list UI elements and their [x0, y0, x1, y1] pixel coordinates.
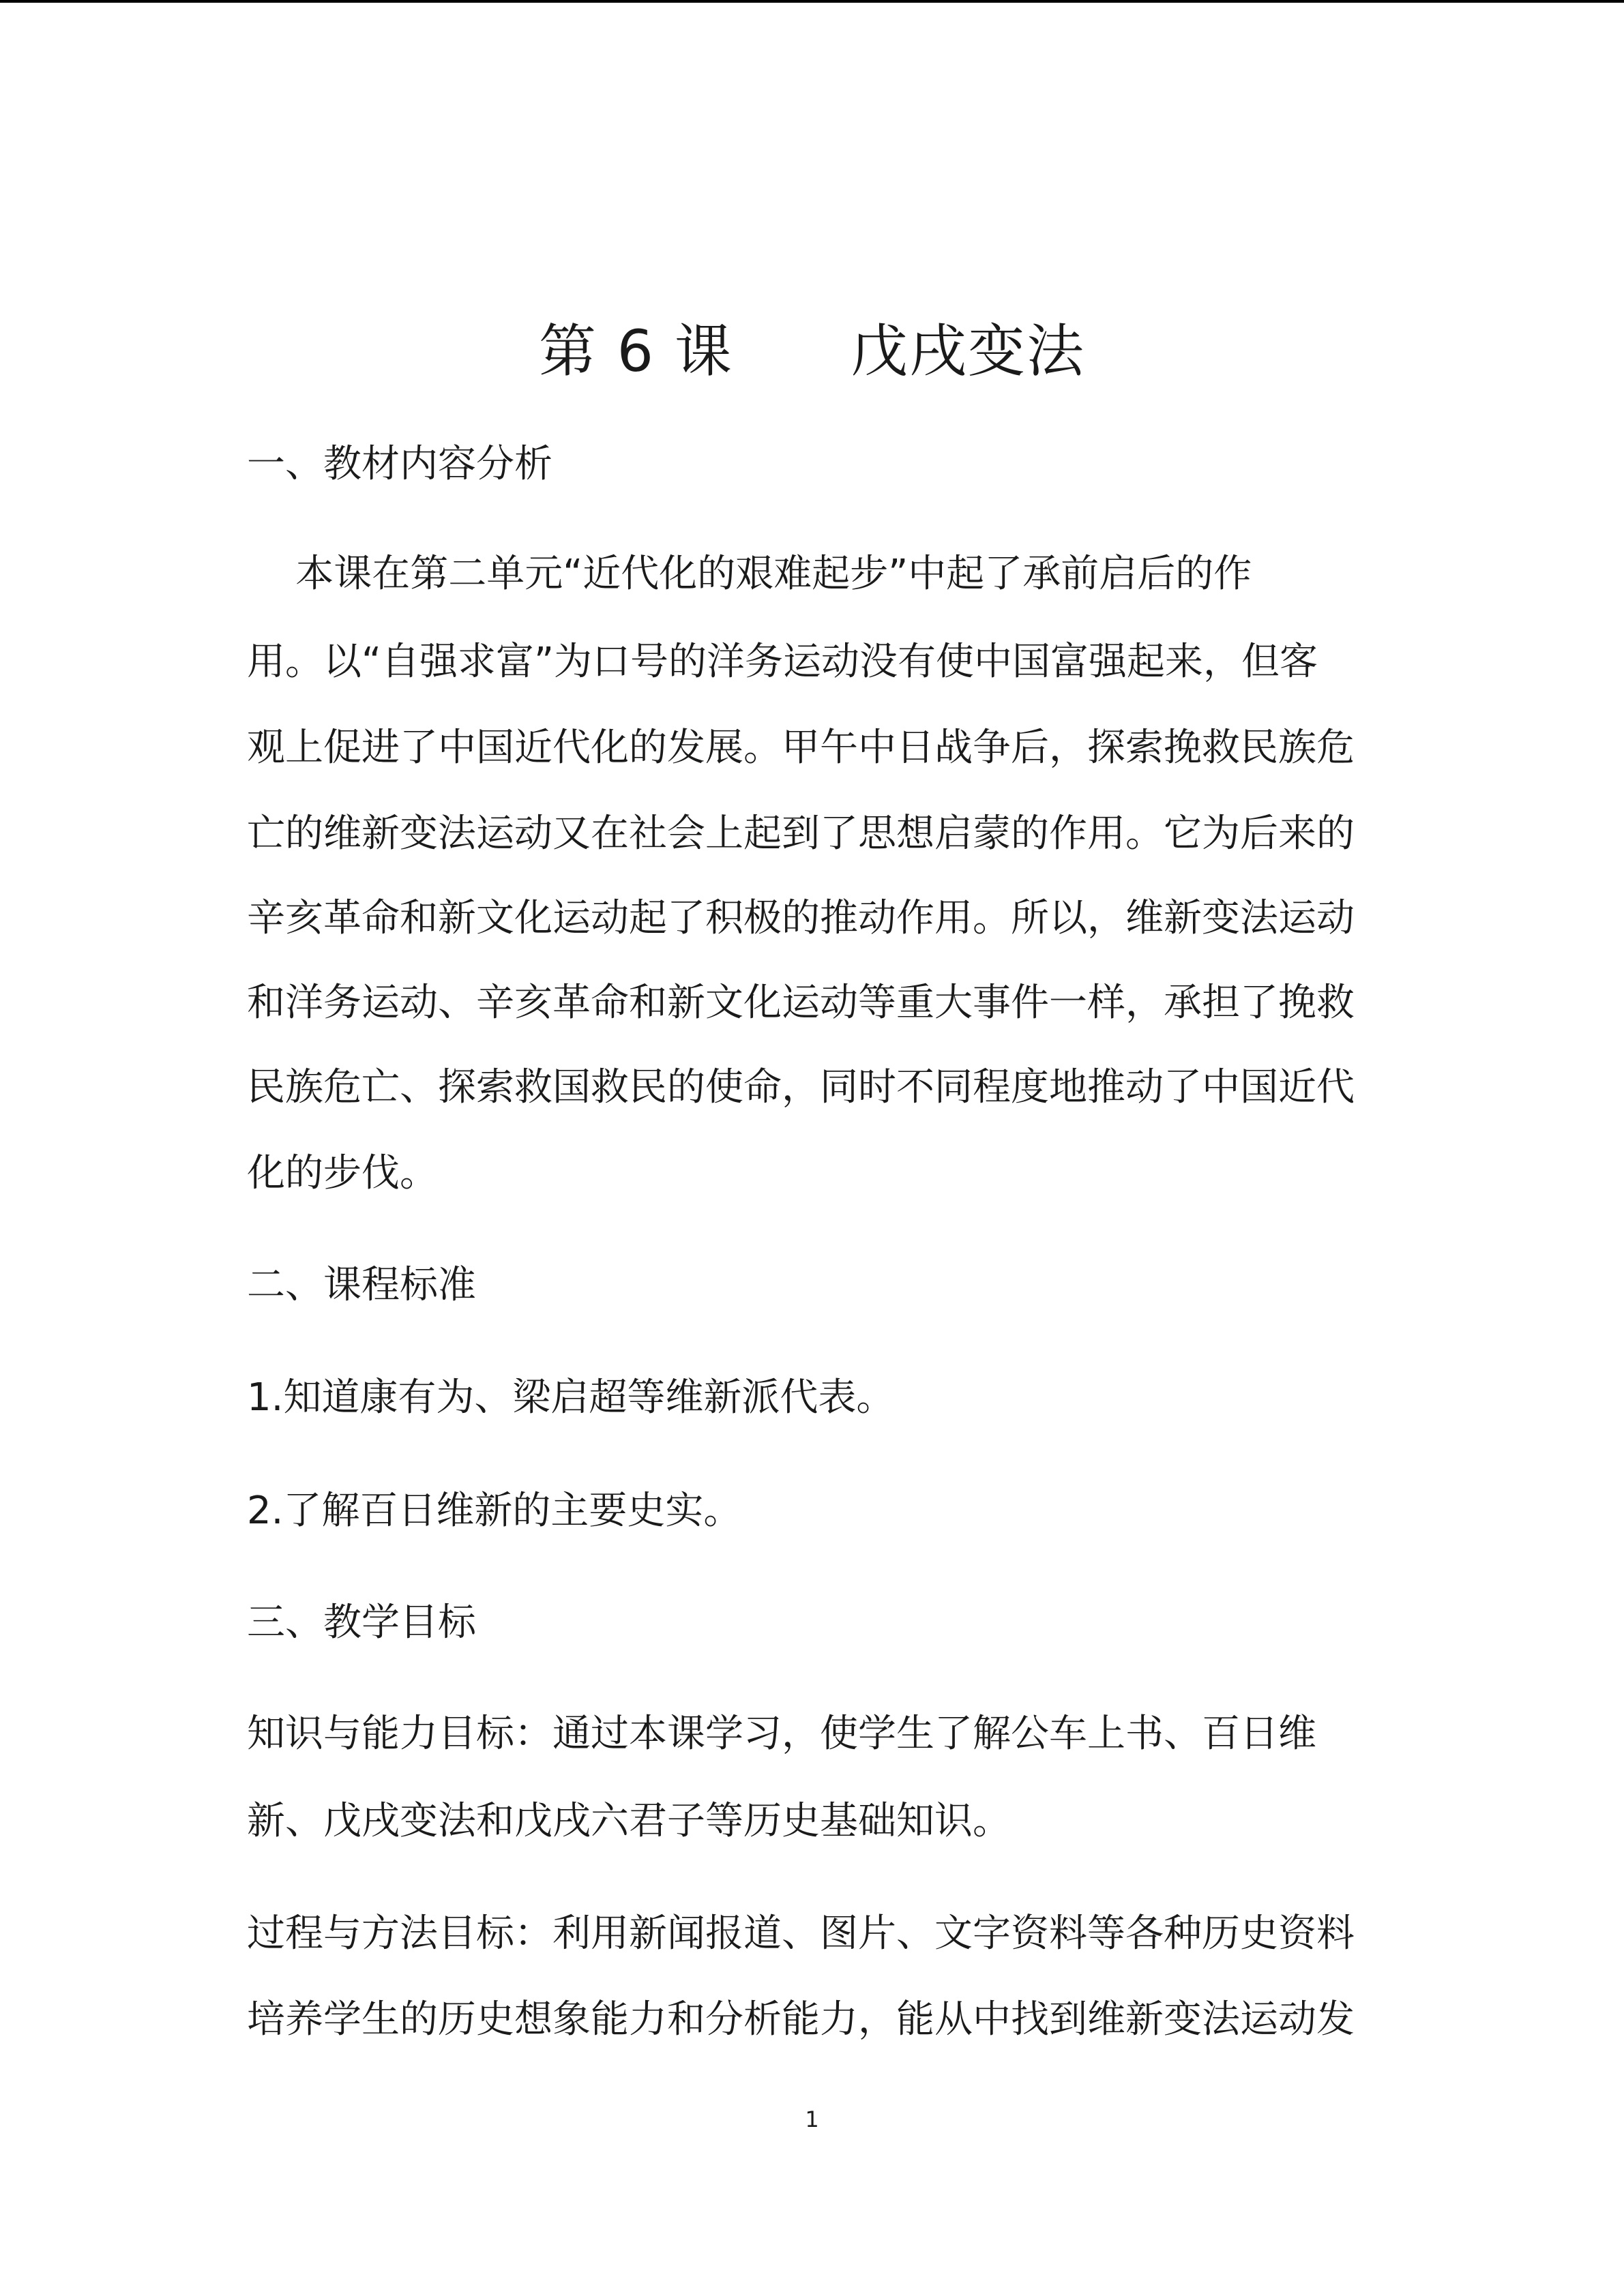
- paragraph-line: 观上促进了中国近代化的发展。甲午中日战争后，探索挽救民族危: [247, 726, 1355, 770]
- section-heading-analysis: 一、教材内容分析: [247, 442, 552, 486]
- list-item: 2.了解百日维新的主要史实。: [247, 1489, 742, 1533]
- page-title: 第 6 课 戊戌变法: [538, 318, 1086, 385]
- goal-process-line: 培养学生的历史想象能力和分析能力，能从中找到维新变法运动发: [247, 1997, 1355, 2042]
- goal-knowledge-line: 知识与能力目标：通过本课学习，使学生了解公车上书、百日维: [247, 1712, 1316, 1756]
- goal-process-line: 过程与方法目标：利用新闻报道、图片、文字资料等各种历史资料: [247, 1911, 1355, 1956]
- section-heading-teaching-goals: 三、教学目标: [247, 1600, 476, 1645]
- paragraph-line: 和洋务运动、辛亥革命和新文化运动等重大事件一样，承担了挽救: [247, 981, 1355, 1025]
- paragraph-line: 本课在第二单元“近代化的艰难起步”中起了承前启后的作: [247, 552, 1252, 596]
- paragraph-line: 辛亥革命和新文化运动起了积极的推动作用。所以，维新变法运动: [247, 896, 1355, 940]
- paragraph-line: 用。以“自强求富”为口号的洋务运动没有使中国富强起来，但客: [247, 640, 1318, 684]
- page-number: 1: [805, 2106, 819, 2132]
- goal-knowledge-line: 新、戊戌变法和戊戌六君子等历史基础知识。: [247, 1799, 1011, 1843]
- paragraph-line: 化的步伐。: [247, 1151, 438, 1195]
- section-heading-curriculum-standards: 二、课程标准: [247, 1263, 476, 1307]
- paragraph-line: 亡的维新变法运动又在社会上起到了思想启蒙的作用。它为后来的: [247, 811, 1355, 856]
- paragraph-line: 民族危亡、探索救国救民的使命，同时不同程度地推动了中国近代: [247, 1065, 1355, 1109]
- list-item: 1.知道康有为、梁启超等维新派代表。: [247, 1375, 895, 1420]
